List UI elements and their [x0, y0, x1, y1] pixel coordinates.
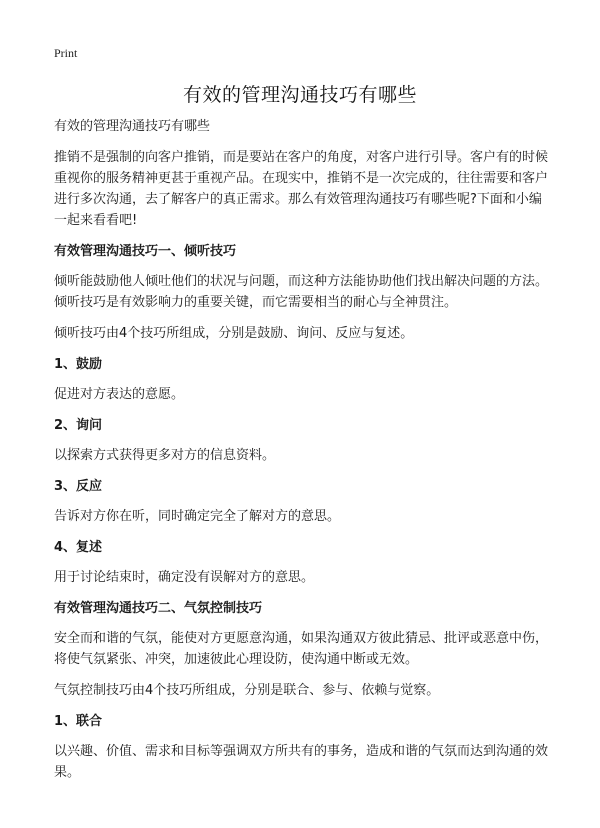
item-heading: 4、复述 — [54, 540, 103, 555]
item-heading: 2、询问 — [54, 418, 103, 433]
section-paragraph: 气氛控制技巧由4个技巧所组成，分别是联合、参与、依赖与觉察。 — [54, 683, 440, 698]
article-body — [54, 116, 552, 793]
page-title: 有效的管理沟通技巧有哪些 — [182, 84, 417, 106]
item-heading: 1、联合 — [54, 714, 103, 729]
item-text: 以兴趣、价值、需求和目标等强调双方所共有的事务，造成和谐的气氛而达到沟通的效果。 — [54, 744, 549, 780]
section-heading-atmosphere: 有效管理沟通技巧二、气氛控制技巧 — [54, 601, 263, 616]
item-heading: 3、反应 — [54, 479, 103, 494]
section-paragraph: 倾听技巧由4个技巧所组成，分别是鼓励、询问、反应与复述。 — [54, 326, 414, 341]
section-heading-listening: 有效管理沟通技巧一、倾听技巧 — [54, 244, 237, 259]
item-text: 用于讨论结束时，确定没有误解对方的意思。 — [54, 570, 315, 585]
item-heading: 1、鼓励 — [54, 357, 103, 372]
article-subtitle: 有效的管理沟通技巧有哪些 — [54, 119, 211, 134]
intro-paragraph: 推销不是强制的向客户推销，而是要站在客户的角度，对客户进行引导。客户有的时候重视你的服务精神更甚于重视产品。在现实中，推销不是一次完成的，往往需要和客户进行多次沟通，去了解客户的真正需求。那么有效管理沟通技巧有哪些呢?下面和小编一起来看看吧! — [54, 150, 549, 228]
section-paragraph: 安全而和谐的气氛，能使对方更愿意沟通，如果沟通双方彼此猜忌、批评或恶意中伤，将使气氛紧张、冲突，加速彼此心理设防，使沟通中断或无效。 — [54, 631, 549, 667]
section-paragraph: 倾听能鼓励他人倾吐他们的状况与问题，而这种方法能协助他们找出解决问题的方法。倾听技巧是有效影响力的重要关键，而它需要相当的耐心与全神贯注。 — [54, 274, 549, 310]
print-label[interactable]: Print — [54, 46, 78, 60]
item-text: 告诉对方你在听，同时确定完全了解对方的意思。 — [54, 509, 341, 524]
item-text: 以探索方式获得更多对方的信息资料。 — [54, 448, 276, 463]
item-text: 促进对方表达的意愿。 — [54, 387, 185, 402]
